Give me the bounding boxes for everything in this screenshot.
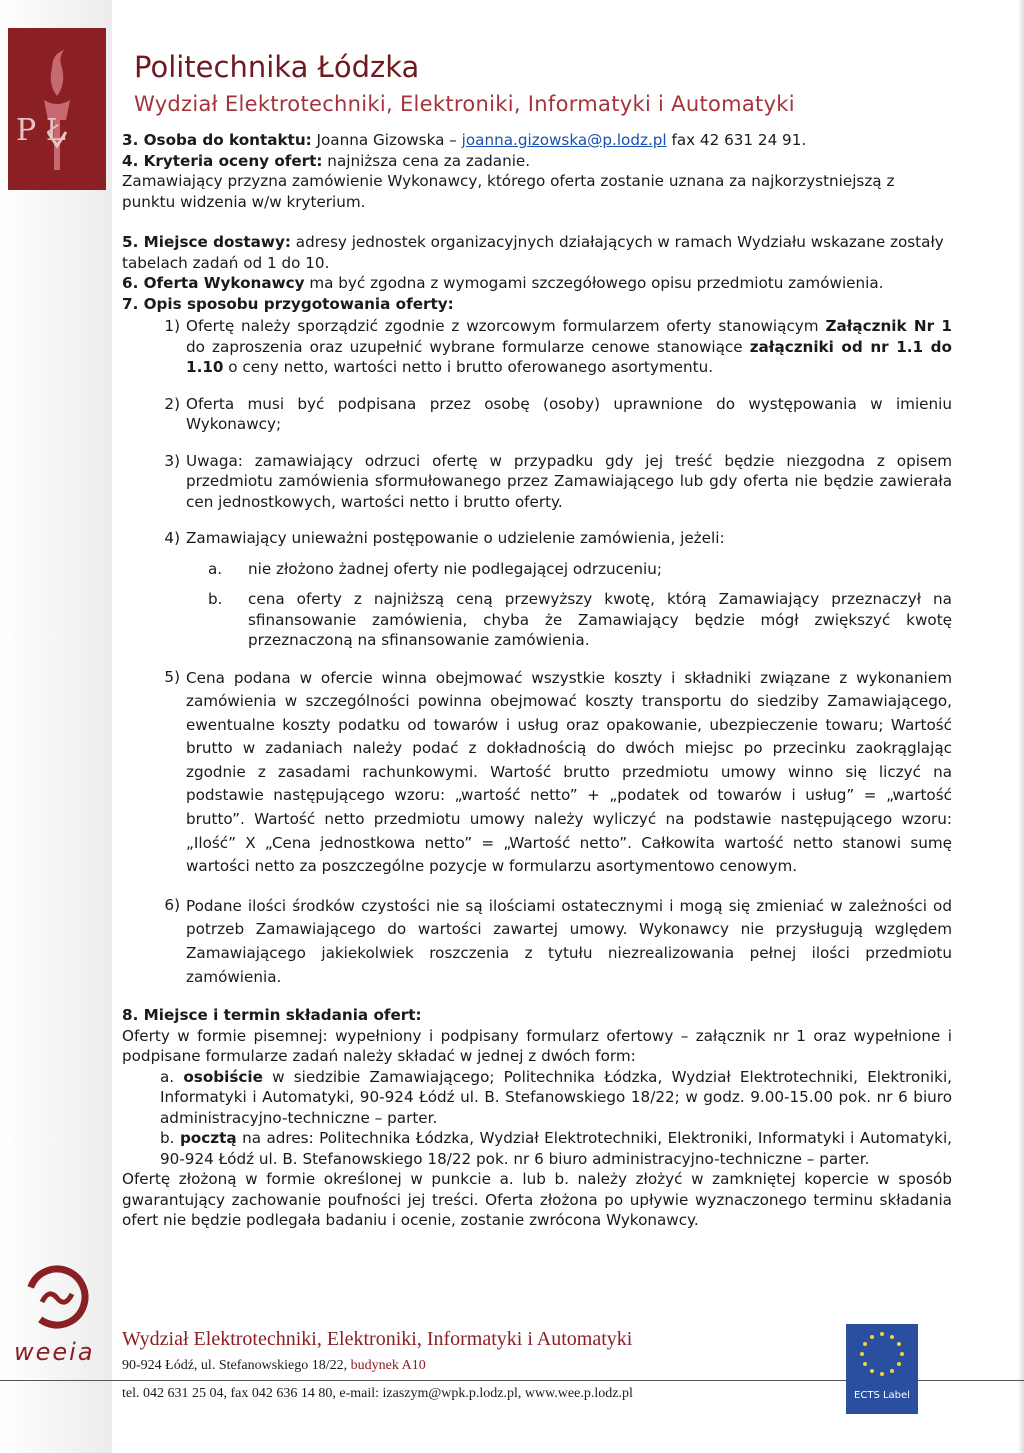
item-body bbox=[186, 528, 952, 651]
text-bold: Załącznik Nr 1 bbox=[825, 317, 952, 335]
footer-faculty-name: Wydział Elektrotechniki, Elektroniki, Informatyki i Automatyki bbox=[122, 1328, 633, 1350]
section-contact bbox=[122, 130, 952, 151]
option-letter: b. bbox=[160, 1129, 180, 1148]
section-heading: 5. Miejsce dostawy: bbox=[122, 233, 291, 251]
submission-option-b bbox=[122, 1128, 952, 1169]
item-text bbox=[186, 316, 952, 378]
item-text: Cena podana w ofercie winna obejmować wszystkie koszty i składniki związane z wykonaniem zamówienia w szczególności powinna obejmować koszty transportu do siedziby Zamawiającego, ewentualne koszty podatku od towarów i usług oraz opakowanie, ubezpieczenie towaru; Wartość brutto w zadaniach należy podać z dokładnością do dwóch miejsc po przecinku zaokrąglając zgodnie z zasadami rachunkowymi. Wartość brutto przedmiotu umowy winno się liczyć na podstawie następującego wzoru: „wartość netto” + „podatek od towarów i usług” = „wartość brutto”. Wartość netto przedmiotu umowy należy wyliczyć na podstawie następującego wzoru: „Ilość” X „Cena jednostkowa netto” = „Wartość netto”. Całkowita wartość netto stanowi sumę wartości netto za poszczególne pozycje w formularzu asortymentowo cenowym. bbox=[186, 668, 952, 876]
text-bold: załączniki od nr 1.1 do 1.10 bbox=[186, 337, 952, 376]
item-number: 4) bbox=[164, 529, 180, 547]
contact-email-link[interactable]: joanna.gizowska@p.lodz.pl bbox=[461, 131, 667, 149]
criteria-line bbox=[122, 151, 952, 172]
list-item bbox=[122, 895, 952, 989]
option-bold: osobiście bbox=[183, 1067, 263, 1086]
ects-label-badge bbox=[846, 1324, 918, 1414]
eu-stars-icon bbox=[846, 1324, 918, 1388]
submission-option-a bbox=[122, 1067, 952, 1129]
item-text: Uwaga: zamawiający odrzuci ofertę w przypadku gdy jej treść będzie niezgodna z opisem przedmiotu zamówienia sformułowanego przez Zamawiającego lub gdy oferta nie będzie zawierała cen jednostkowych, wartości netto i brutto oferty. bbox=[186, 451, 952, 511]
section-criteria bbox=[122, 151, 952, 213]
list-item bbox=[122, 528, 952, 651]
preparation-heading bbox=[122, 294, 952, 315]
building-text: budynek A10 bbox=[350, 1358, 426, 1373]
preparation-list bbox=[122, 316, 952, 989]
text-run: o ceny netto, wartości netto i brutto oferowanego asortymentu. bbox=[223, 358, 714, 376]
address-text: 90-924 Łódź, ul. Stefanowskiego 18/22, bbox=[122, 1358, 351, 1373]
option-bold: pocztą bbox=[179, 1129, 237, 1148]
footer-address bbox=[122, 1358, 426, 1374]
section-delivery bbox=[122, 232, 952, 273]
offer-text: ma być zgodna z wymogami szczegółowego opisu przedmiotu zamówienia. bbox=[304, 274, 884, 292]
university-logo bbox=[8, 28, 106, 190]
option-text: na adres: Politechnika Łódzka, Wydział Elektrotechniki, Elektroniki, Informatyki i Automatyki, 90-924 Łódź ul. B. Stefanowskiego 18/22 pok. nr 6 biuro administracyjno-techniczne – parter. bbox=[160, 1129, 953, 1168]
faculty-name: Wydział Elektrotechniki, Elektroniki, Informatyki i Automatyki bbox=[134, 92, 795, 116]
item-number: 1) bbox=[164, 317, 180, 335]
option-text: w siedzibie Zamawiającego; Politechnika Łódzka, Wydział Elektrotechniki, Elektroniki, Informatyki i Automatyki, 90-924 Łódź ul. B. Stefanowskiego 18/22; w godz. 9.00-15.00 pok. nr 6 biuro administracyjno-techniczne – parter. bbox=[160, 1067, 952, 1127]
sidebar-band bbox=[0, 0, 112, 1453]
item-text: Zamawiający unieważni postępowanie o udzielenie zamówienia, jeżeli: bbox=[186, 529, 725, 547]
text-run: do zaproszenia oraz uzupełnić wybrane formularze cenowe stanowiące bbox=[186, 337, 750, 356]
text-run: Ofertę należy sporządzić zgodnie z wzorcowym formularzem oferty stanowiącym bbox=[186, 317, 826, 335]
item-number: 3) bbox=[164, 451, 180, 470]
criteria-text: najniższa cena za zadanie. bbox=[322, 151, 531, 170]
sub-text: nie złożono żadnej oferty nie podlegającej odrzuceniu; bbox=[248, 559, 662, 578]
section-submission bbox=[122, 1005, 952, 1231]
item-number: 2) bbox=[164, 394, 180, 413]
sub-letter: a. bbox=[208, 559, 223, 578]
sub-letter: b. bbox=[208, 590, 223, 608]
list-item bbox=[122, 667, 952, 879]
list-item bbox=[122, 451, 952, 513]
document-body bbox=[122, 130, 952, 1231]
item-number: 5) bbox=[164, 667, 180, 686]
list-item bbox=[122, 316, 952, 378]
submission-closing: Ofertę złożoną w formie określonej w punkcie a. lub b. należy złożyć w zamkniętej kopercie w sposób gwarantujący zachowanie poufności jej treści. Oferta złożona po upływie wyznaczonego terminu składania ofert nie będzie podlegała badaniu i ocenie, zostanie zwrócona Wykonawcy. bbox=[122, 1170, 952, 1230]
section-heading: 6. Oferta Wykonawcy bbox=[122, 274, 305, 292]
item-number: 6) bbox=[164, 895, 180, 914]
section-heading: 7. Opis sposobu przygotowania oferty: bbox=[122, 294, 454, 313]
item-text: Podane ilości środków czystości nie są ilościami ostatecznymi i mogą się zmieniać w zależności od potrzeb Zamawiającego do wartości zawartej umowy. Wykonawcy nie przysługują względem Zamawiającego jakiekolwiek roszczenia z tytułu niezrealizowania pełnej ilości przedmiotu zamówienia. bbox=[186, 896, 952, 986]
item-text: Oferta musi być podpisana przez osobę (osoby) uprawnione do występowania w imieniu Wykonawcy; bbox=[186, 394, 952, 433]
footer-contact: tel. 042 631 25 04, fax 042 636 14 80, e-mail: izaszym@wpk.p.lodz.pl, www.wee.p.lodz.pl bbox=[122, 1386, 633, 1401]
ects-label-text: ECTS Label bbox=[854, 1390, 910, 1401]
list-item bbox=[122, 394, 952, 435]
section-heading: 8. Miejsce i termin składania ofert: bbox=[122, 1006, 422, 1025]
contact-fax: fax 42 631 24 91. bbox=[666, 131, 807, 149]
weeia-logo-icon bbox=[22, 1262, 92, 1332]
option-letter: a. bbox=[160, 1067, 184, 1086]
section-heading: 3. Osoba do kontaktu: bbox=[122, 131, 312, 149]
submission-heading bbox=[122, 1005, 952, 1026]
section-offer bbox=[122, 273, 952, 294]
sub-text: cena oferty z najniższą ceną przewyższy kwotę, którą Zamawiający przeznaczył na sfinansowanie zamówienia, chyba że Zamawiający będzie mógł zwiększyć kwotę przeznaczoną na sfinansowanie zamówienia. bbox=[248, 590, 952, 649]
submission-intro: Oferty w formie pisemnej: wypełniony i podpisany formularz ofertowy – załącznik nr 1 oraz wypełnione i podpisane formularze zadań należy składać w jednej z dwóch form: bbox=[122, 1026, 952, 1066]
criteria-desc: Zamawiający przyzna zamówienie Wykonawcy, którego oferta zostanie uznana za najkorzystniejszą z punktu widzenia w/w kryterium. bbox=[122, 172, 895, 211]
sub-item bbox=[186, 559, 952, 580]
sub-item bbox=[186, 589, 952, 651]
weeia-wordmark: weeia bbox=[14, 1338, 95, 1366]
scan-edge bbox=[1018, 0, 1024, 1453]
section-preparation bbox=[122, 294, 952, 990]
university-name: Politechnika Łódzka bbox=[134, 50, 420, 84]
contact-name: Joanna Gizowska – bbox=[311, 131, 462, 149]
logo-letters: P Ł bbox=[16, 113, 66, 148]
delivery-text: adresy jednostek organizacyjnych działających w ramach Wydziału wskazane zostały tabelach zadań od 1 do 10. bbox=[122, 233, 944, 272]
section-heading: 4. Kryteria oceny ofert: bbox=[122, 151, 323, 170]
torch-emblem-icon bbox=[8, 28, 106, 190]
